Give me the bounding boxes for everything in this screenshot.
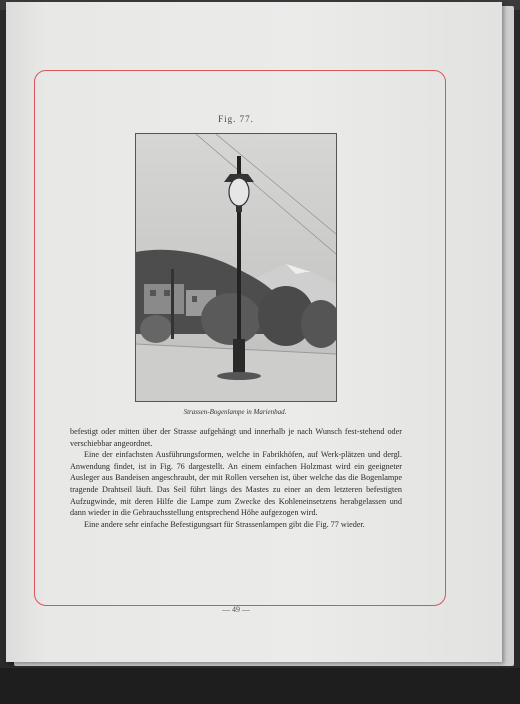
desk-bottom [0, 668, 520, 704]
page-number: — 49 — [222, 605, 250, 614]
paragraph-3: Eine andere sehr einfache Befestigungsart für Strassenlampen gibt die Fig. 77 wieder. [84, 519, 365, 529]
paragraph-2: Eine der einfachsten Ausführungsformen, welche in Fabrikhöfen, auf Werk-plätzen und dergl. Anwendung findet, ist in Fig. 76 dargestellt. An einem einfachen Holzmast wird ein geeigneter Ausleger aus Bandeisen angeschraubt, der mit Rollen versehen ist, über welche das die Bogenlampe tragende Drahtseil läuft. Das Seil führt längs des Mastes zu einer an dem letzteren befestigten Aufzugwinde, mit deren Hilfe die Lampe zum Zwecke des Kohleneinsetzens herabgelassen und dann wieder in die Gebrauchsstellung entsprechend Höhe aufgezogen wird. [70, 450, 402, 518]
figure-caption: Strassen-Bogenlampe in Marienbad. [183, 408, 287, 416]
paragraph-1: befestigt oder mitten über der Strasse aufgehängt und innerhalb je nach Wunsch fest-stehend oder verschiebbar angeordnet. [70, 427, 402, 448]
body-text [70, 426, 402, 530]
figure-photo [135, 133, 337, 402]
figure-label: Fig. 77. [218, 114, 254, 124]
street-lamp-photo [136, 134, 336, 401]
book-page [6, 2, 502, 662]
